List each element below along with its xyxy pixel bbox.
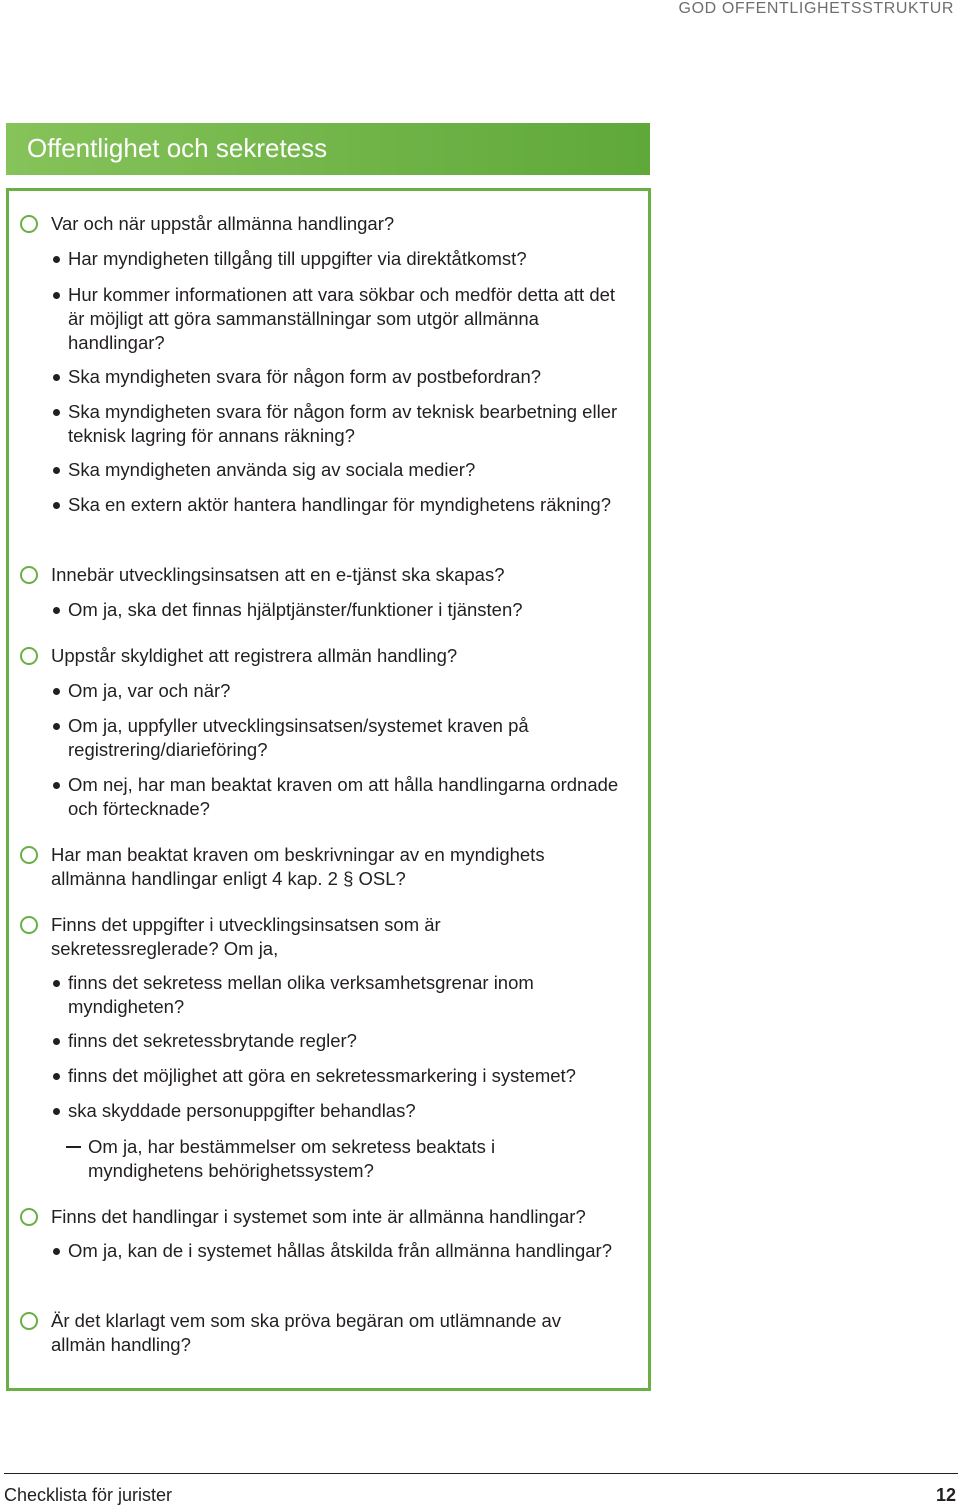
checklist-question: Har man beaktat kraven om beskrivningar av en myndighets allmänna handlingar enligt 4 kap. 2 § OSL? <box>51 843 611 891</box>
bullet-icon <box>53 1038 60 1045</box>
checklist-question: Finns det uppgifter i utvecklingsinsatsen som är sekretessreglerade? Om ja, <box>51 913 611 961</box>
bullet-icon <box>53 409 60 416</box>
bullet-icon <box>53 782 60 789</box>
bullet-icon <box>53 292 60 299</box>
running-header: GOD OFFENTLIGHETSSTRUKTUR <box>678 0 954 17</box>
checkbox-circle-icon[interactable] <box>20 215 38 233</box>
checkbox-circle-icon[interactable] <box>20 647 38 665</box>
dash-item: Om ja, har bestämmelser om sekretess beaktats i myndighetens behörighetssystem? <box>88 1135 608 1183</box>
bullet-item: ska skyddade personuppgifter behandlas? <box>68 1099 628 1123</box>
page-number: 12 <box>935 1485 956 1505</box>
checkbox-circle-icon[interactable] <box>20 566 38 584</box>
footer-doc-title: Checklista för jurister <box>4 1485 173 1505</box>
checkbox-circle-icon[interactable] <box>20 916 38 934</box>
bullet-icon <box>53 607 60 614</box>
checklist-question: Uppstår skyldighet att registrera allmän handling? <box>51 644 611 668</box>
bullet-item: finns det möjlighet att göra en sekretessmarkering i systemet? <box>68 1064 628 1088</box>
bullet-icon <box>53 374 60 381</box>
bullet-item: finns det sekretess mellan olika verksamhetsgrenar inom myndigheten? <box>68 971 628 1019</box>
bullet-item: Hur kommer informationen att vara sökbar och medför detta att det är möjligt att göra sammanställningar som utgör allmänna handlingar? <box>68 283 628 355</box>
section-heading-bar <box>6 123 650 175</box>
bullet-icon <box>53 502 60 509</box>
checkbox-circle-icon[interactable] <box>20 1312 38 1330</box>
bullet-item: Om ja, ska det finnas hjälptjänster/funktioner i tjänsten? <box>68 598 628 622</box>
checkbox-circle-icon[interactable] <box>20 846 38 864</box>
bullet-icon <box>53 467 60 474</box>
bullet-item: finns det sekretessbrytande regler? <box>68 1029 628 1053</box>
bullet-item: Om ja, uppfyller utvecklingsinsatsen/systemet kraven på registrering/diarieföring? <box>68 714 628 762</box>
bullet-item: Ska myndigheten svara för någon form av teknisk bearbetning eller teknisk lagring för annans räkning? <box>68 400 628 448</box>
bullet-item: Ska myndigheten använda sig av sociala medier? <box>68 458 628 482</box>
checklist-question: Finns det handlingar i systemet som inte är allmänna handlingar? <box>51 1205 611 1229</box>
dash-icon <box>66 1146 81 1148</box>
bullet-item: Om ja, var och när? <box>68 679 628 703</box>
bullet-icon <box>53 1108 60 1115</box>
bullet-icon <box>53 1248 60 1255</box>
bullet-item: Om nej, har man beaktat kraven om att hålla handlingarna ordnade och förtecknade? <box>68 773 628 821</box>
bullet-icon <box>53 980 60 987</box>
checkbox-circle-icon[interactable] <box>20 1208 38 1226</box>
checklist-question: Är det klarlagt vem som ska pröva begäran om utlämnande av allmän handling? <box>51 1309 611 1357</box>
checklist-question: Var och när uppstår allmänna handlingar? <box>51 212 611 236</box>
bullet-item: Ska en extern aktör hantera handlingar för myndighetens räkning? <box>68 493 628 517</box>
bullet-icon <box>53 723 60 730</box>
bullet-item: Om ja, kan de i systemet hållas åtskilda från allmänna handlingar? <box>68 1239 628 1263</box>
bullet-item: Har myndigheten tillgång till uppgifter via direktåtkomst? <box>68 247 628 271</box>
bullet-icon <box>53 256 60 263</box>
footer-divider <box>4 1473 958 1474</box>
checklist-question: Innebär utvecklingsinsatsen att en e-tjänst ska skapas? <box>51 563 611 587</box>
bullet-icon <box>53 688 60 695</box>
bullet-icon <box>53 1073 60 1080</box>
section-title: Offentlighet och sekretess <box>27 133 328 163</box>
bullet-item: Ska myndigheten svara för någon form av postbefordran? <box>68 365 628 389</box>
